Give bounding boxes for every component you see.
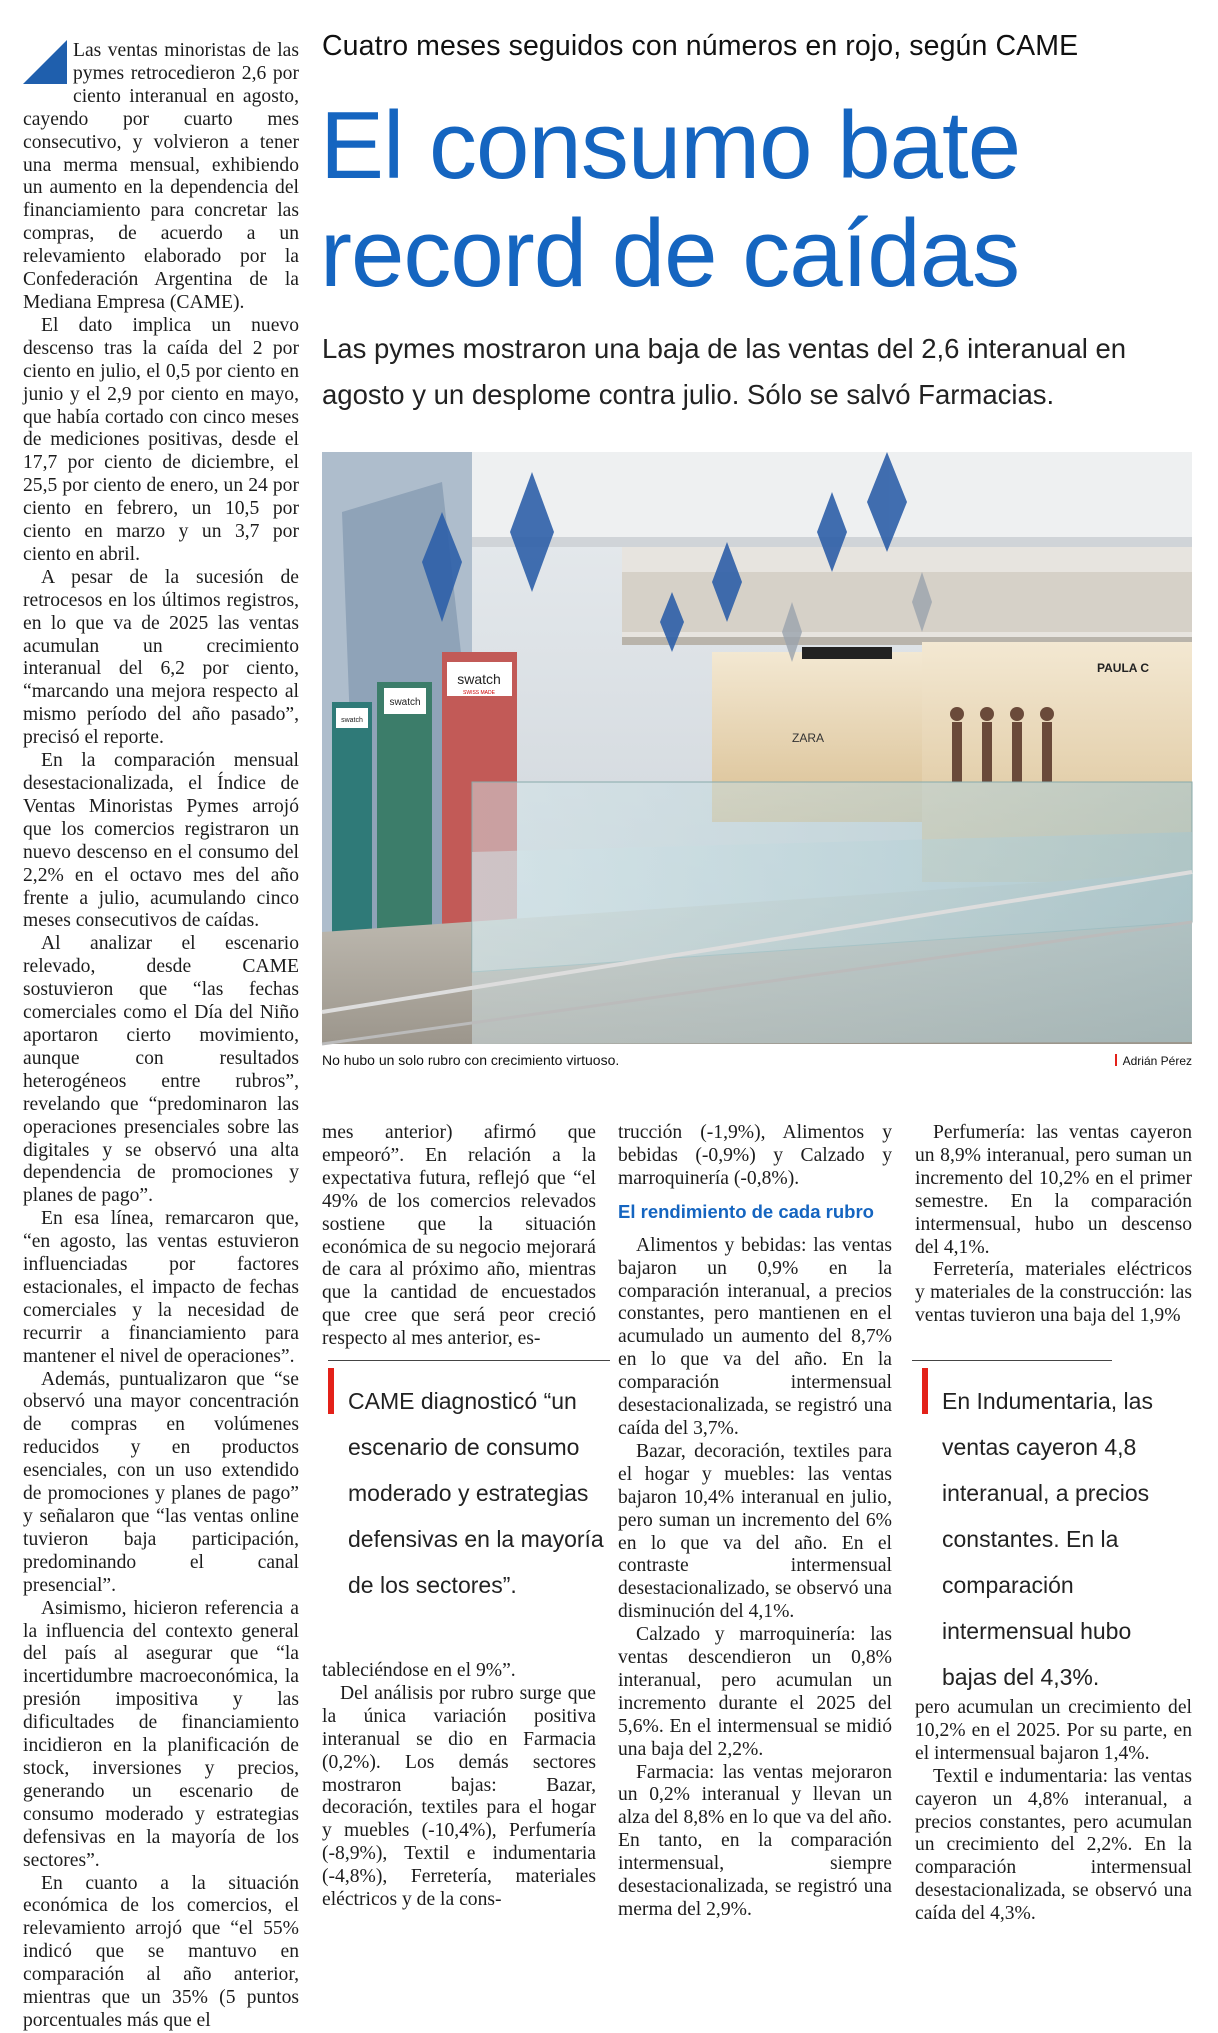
paragraph: mes anterior) afirmó que empeoró”. En relación a la expectativa futura, reflejó que “el 49% de los comercios relevados sostiene que la situación económica de su negocio mejorará de cara al próximo año, mientras que la cantidad de encuestados que cree que será peor creció respecto al mes anterior, es-	[322, 1122, 596, 1350]
paragraph: En la comparación mensual desestacionalizada, el Índice de Ventas Minoristas Pymes arrojó que los comercios registraron un nuevo descenso en el consumo del 2,2% en el octavo mes del año frente a julio, acumulando cinco meses consecutivos de caídas.	[23, 750, 299, 932]
article-column-4-continued	[915, 1697, 1192, 1957]
paragraph: En esa línea, remarcaron que, “en agosto, las ventas estuvieron influenciadas por factores estacionales, el impacto de fechas comerciales y la necesidad de recurrir a financiamiento para mantener el nivel de operaciones”.	[23, 1208, 299, 1367]
article-column-2	[322, 1122, 596, 1350]
paragraph: Al analizar el escenario relevado, desde CAME sostuvieron que “las fechas comerciales como el Día del Niño aportaron cierto movimiento, aunque con resultados heterogéneos entre rubros”, revelando que “predominaron las operaciones presenciales sobre las digitales y se observó una alta dependencia de promociones y planes de pago”.	[23, 933, 299, 1207]
credit-bar-icon	[1115, 1054, 1117, 1066]
pull-quote-rule	[912, 1360, 1112, 1361]
pull-quote-bar-icon	[328, 1368, 334, 1414]
paragraph: pero acumulan un crecimiento del 10,2% en el 2025. Por su parte, en el intermensual bajaron 1,4%.	[915, 1697, 1192, 1764]
article-column-2-continued	[322, 1660, 596, 1960]
paragraph: Además, puntualizaron que “se observó una mayor concentración de compras en volúmenes reducidos y en productos esenciales, con un uso extendido de promociones y planes de pago” y señalaron que “las ventas online tuvieron baja participación, predominando el canal presencial”.	[23, 1368, 299, 1596]
pull-quote-text: CAME diagnosticó “un escenario de consumo moderado y estrategias defensivas en la mayoría de los sectores”.	[348, 1388, 604, 1598]
paragraph: Farmacia: las ventas mejoraron un 0,2% interanual y llevan un alza del 8,8% en lo que va del año. En tanto, en la comparación intermensual, siempre desestacionalizada, se registró una merma del 2,9%.	[618, 1761, 892, 1920]
paragraph: Ferretería, materiales eléctricos y materiales de la construcción: las ventas tuvieron una baja del 1,9%	[915, 1259, 1192, 1327]
triangle-ornament-icon	[23, 40, 67, 84]
store-sign-zara: ZARA	[792, 731, 825, 745]
paragraph: Alimentos y bebidas: las ventas bajaron un 0,9% en la comparación interanual, a precios constantes, pero mantienen en el acumulado un aumento del 8,7% en lo que va del año. En la comparación intermensual desestacionalizada, se registró una caída del 3,7%.	[618, 1234, 892, 1439]
kicker: Cuatro meses seguidos con números en rojo, según CAME	[322, 30, 1079, 62]
photo-caption: No hubo un solo rubro con crecimiento virtuoso.	[322, 1052, 620, 1068]
paragraph: Del análisis por rubro surge que la única variación positiva interanual se dio en Farmacia (0,2%). Los demás sectores mostraron bajas: Bazar, decoración, textiles para el hogar y muebles (-10,4%), Perfumería (-8,9%), Textil e indumentaria (-4,8%), Ferretería, materiales eléctricos y de la cons-	[322, 1682, 596, 1911]
pull-quote-2	[942, 1378, 1190, 1700]
section-subtitle: El rendimiento de cada rubro	[618, 1200, 874, 1222]
banner-brand-label: swatch	[457, 671, 501, 687]
paragraph: Textil e indumentaria: las ventas cayeron un 4,8% interanual, a precios constantes, pero acumulan un crecimiento del 2,2%. En la comparación intermensual desestacionalizada, se observó una caída del 4,3%.	[915, 1765, 1192, 1925]
subheadline: Las pymes mostraron una baja de las ventas del 2,6 interanual en agosto y un desplome contra julio. Sólo se salvó Farmacias.	[322, 333, 1127, 410]
article-photo	[322, 452, 1192, 1044]
paragraph: Bazar, decoración, textiles para el hogar y muebles: las ventas bajaron 10,4% interanual en julio, pero suman un incremento del 6% en lo que va del año. En el contraste intermensual desestacionalizado, se observó una disminución del 4,1%.	[618, 1440, 892, 1623]
article-column-3	[618, 1122, 892, 1962]
banner-brand-label: swatch	[389, 697, 421, 708]
photo-credit	[1115, 1054, 1192, 1068]
paragraph: El dato implica un nuevo descenso tras la caída del 2 por ciento en julio, el 0,5 por ciento en junio y el 2,9 por ciento en mayo, que había cortado con cinco meses de mediciones positivas, desde el 17,7 por ciento de diciembre, el 25,5 por ciento de enero, un 24 por ciento en febrero, un 10,5 por ciento en marzo y un 3,7 por ciento en abril.	[23, 314, 299, 565]
paragraph: tableciéndose en el 9%”.	[322, 1660, 516, 1681]
article-column-1	[23, 40, 299, 2031]
lead-paragraph: Las ventas minoristas de las pymes retrocedieron 2,6 por ciento interanual en agosto, cayendo por cuarto mes consecutivo, y volvieron a tener una merma mensual, exhibiendo un aumento en la dependencia del financiamiento para concretar las compras, de acuerdo a un relevamiento elaborado por la Confederación Argentina de la Mediana Empresa (CAME).	[23, 40, 299, 313]
paragraph: A pesar de la sucesión de retrocesos en los últimos registros, en lo que va de 2025 las ventas acumulan un crecimiento interanual del 6,2 por ciento, “marcando una mejora respecto al mismo período del año pasado”, precisó el reporte.	[23, 566, 299, 749]
banner-swiss-made: SWISS MADE	[463, 690, 495, 696]
paragraph: En cuanto a la situación económica de los comercios, el relevamiento arrojó que “el 55% indicó que se mantuvo en comparación al año anterior, mientras que un 35% (5 puntos porcentuales más que el	[23, 1872, 299, 2031]
pull-quote-text: En Indumentaria, las ventas cayeron 4,8 interanual, a precios constantes. En la comparación intermensual hubo bajas del 4,3%.	[942, 1388, 1153, 1690]
paragraph: Perfumería: las ventas cayeron un 8,9% interanual, pero suman un incremento del 10,2% en el primer semestre. En la comparación intermensual, hubo un descenso del 4,1%.	[915, 1122, 1192, 1258]
banner-brand-label: swatch	[341, 717, 363, 724]
headline: El consumo bate record de caídas	[320, 92, 1021, 307]
paragraph: Asimismo, hicieron referencia a la influencia del contexto general del país al asegurar que “la incertidumbre macroeconómica, la presión impositiva y las dificultades de financiamiento incidieron en la planificación de stock, inversiones y precios, generando un escenario de consumo moderado y estrategias defensivas en la mayoría de los sectores”.	[23, 1597, 299, 1871]
paragraph: trucción (-1,9%), Alimentos y bebidas (-0,9%) y Calzado y marroquinería (-0,8%).	[618, 1122, 892, 1189]
pull-quote-1	[348, 1378, 604, 1608]
pull-quote-rule	[328, 1360, 610, 1361]
article-column-4	[915, 1122, 1192, 1327]
paragraph: Calzado y marroquinería: las ventas descendieron un 0,8% interanual, pero acumulan un incremento durante el 2025 del 5,6%. En el intermensual se midió una baja del 2,2%.	[618, 1624, 892, 1760]
pull-quote-bar-icon	[922, 1368, 928, 1414]
photo-credit-name: Adrián Pérez	[1122, 1054, 1192, 1068]
store-sign-paula: PAULA C	[1097, 661, 1149, 675]
mall-interior-illustration	[322, 452, 1192, 1044]
